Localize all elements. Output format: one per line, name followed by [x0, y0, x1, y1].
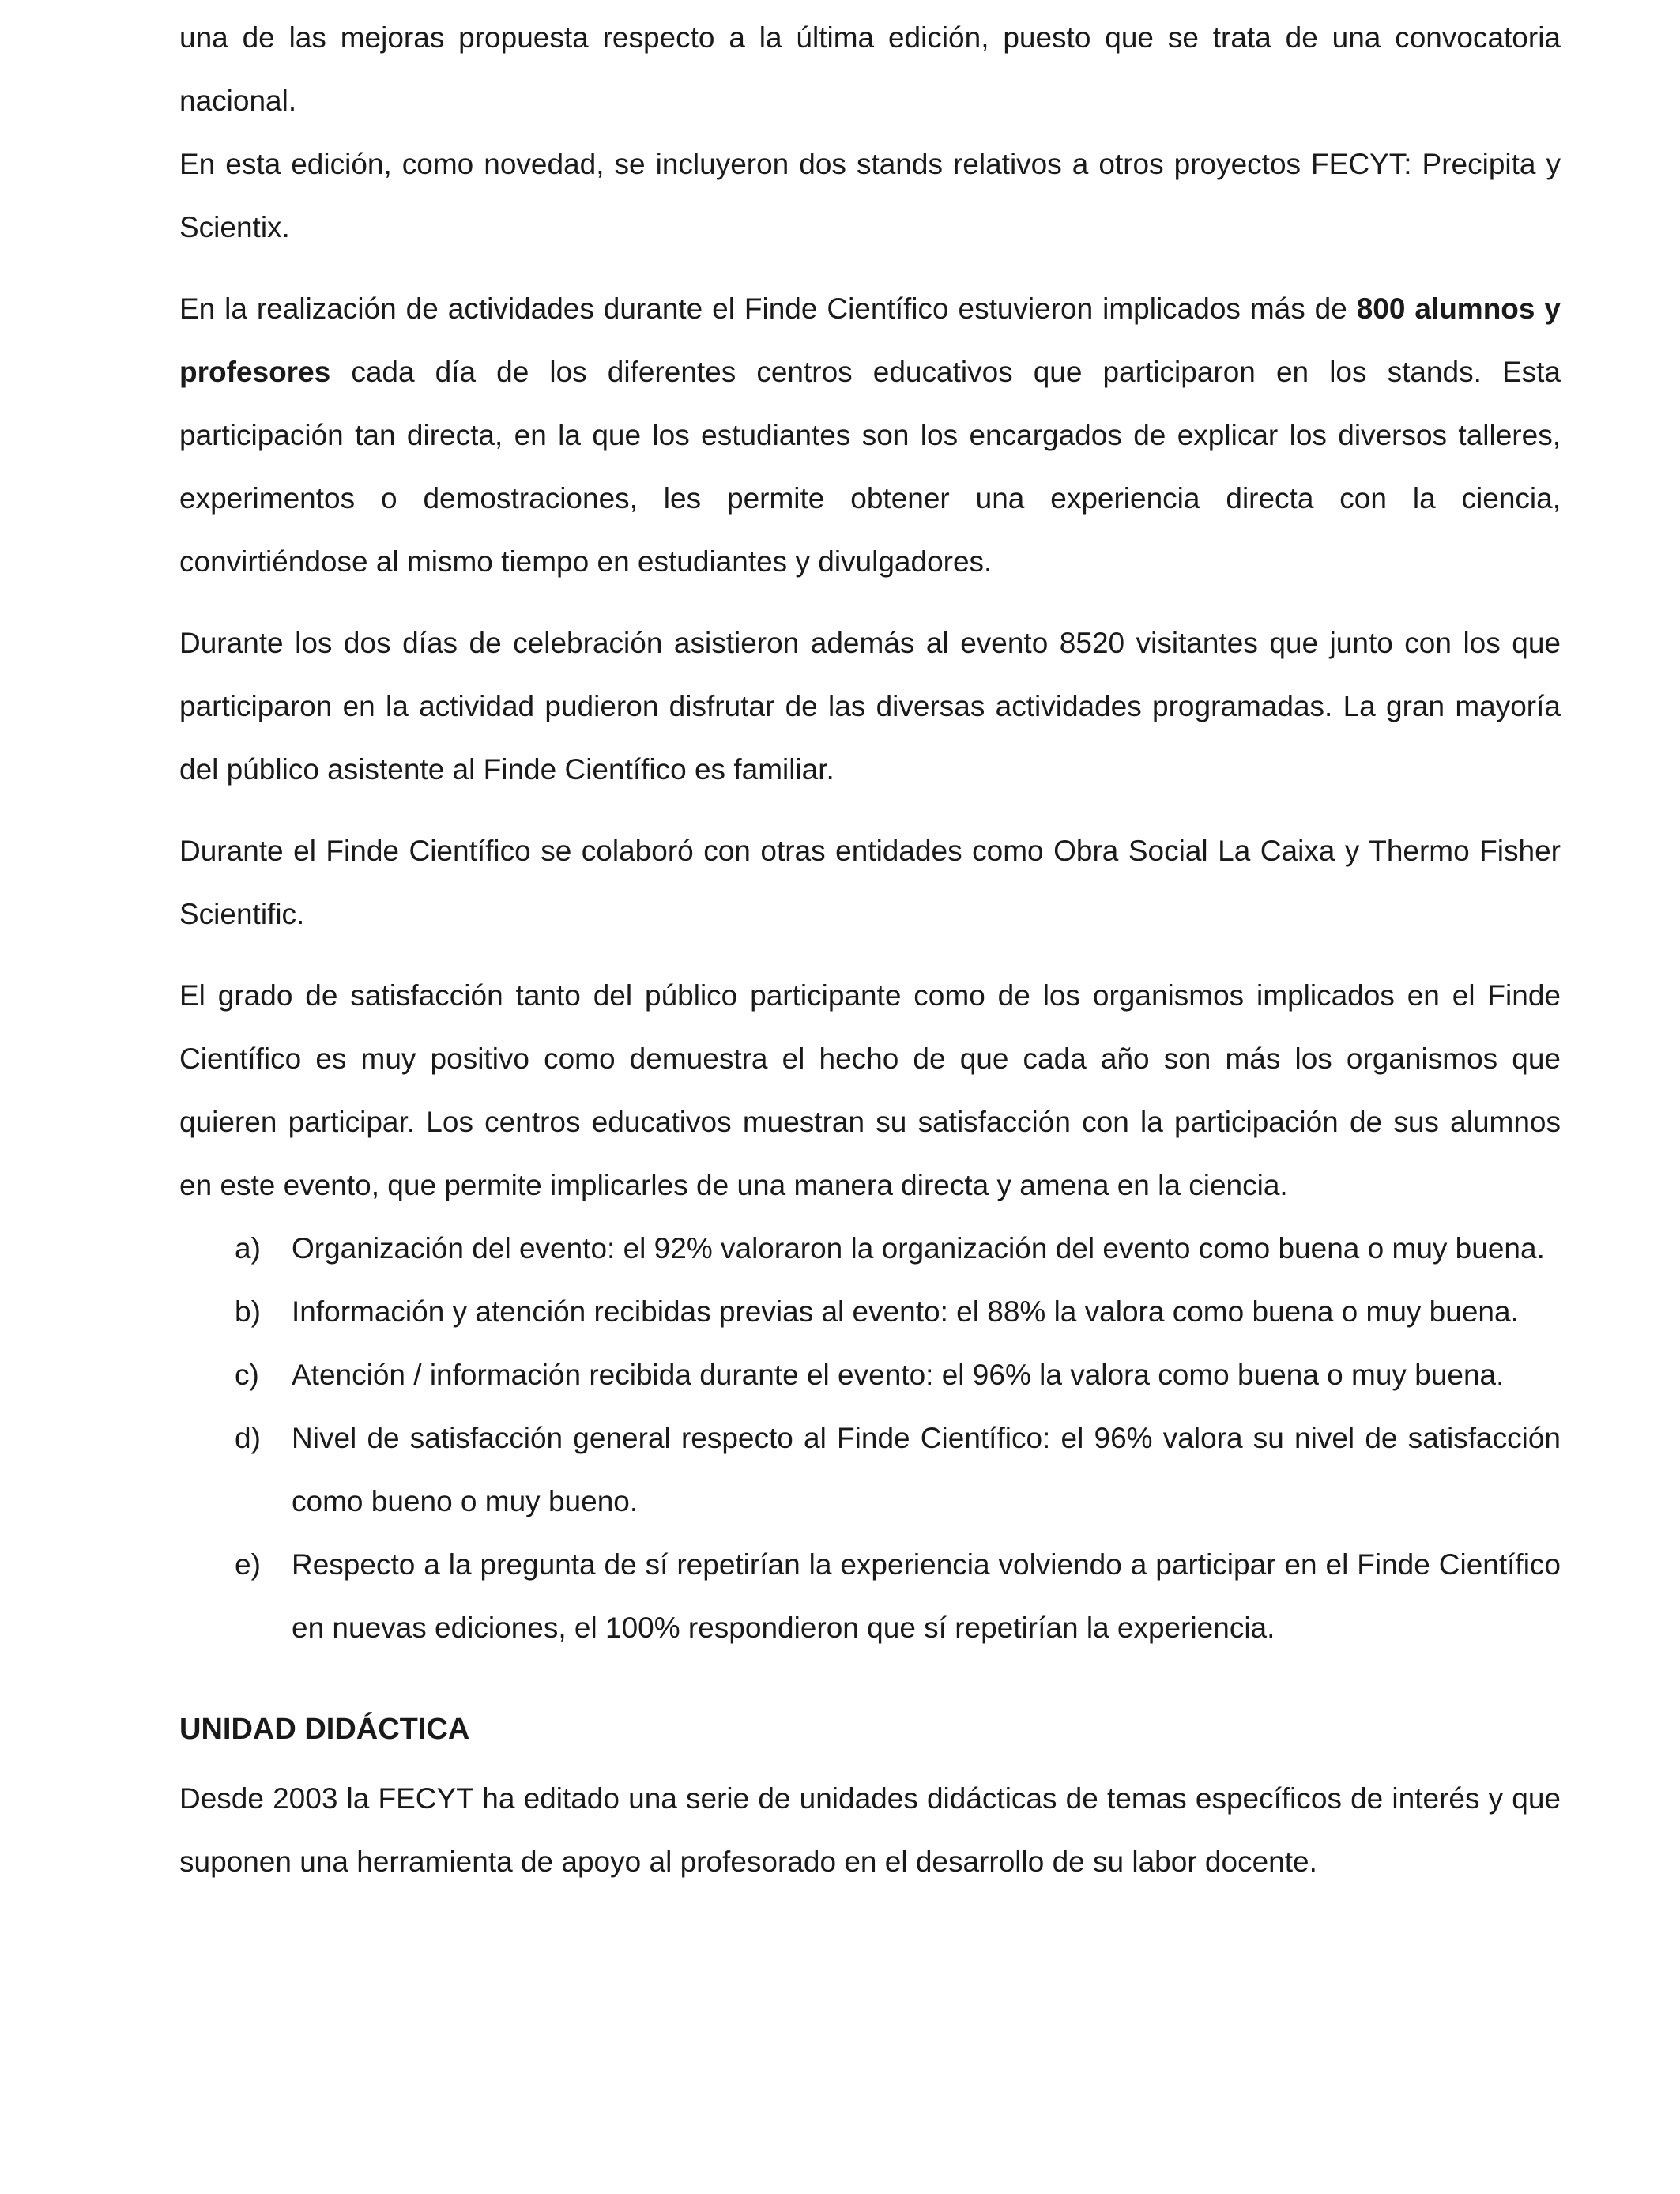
document-page: [179, 6, 1561, 1894]
paragraph-novedad: En esta edición, como novedad, se incluyeron dos stands relativos a otros proyectos FECYT: Precipita y Scientix.: [179, 148, 1561, 243]
list-item: [179, 1407, 1561, 1533]
list-marker: e): [235, 1548, 261, 1581]
paragraph-colaboracion: Durante el Finde Científico se colaboró con otras entidades como Obra Social La Caixa y Thermo Fisher Scientific.: [179, 835, 1561, 930]
paragraph-visitantes: Durante los dos días de celebración asistieron además al evento 8520 visitantes que junto con los que participaron en la actividad pudieron disfrutar de las diversas actividades programadas. La gran mayoría del público asistente al Finde Científico es familiar.: [179, 627, 1561, 786]
paragraph-continuation: una de las mejoras propuesta respecto a la última edición, puesto que se trata de una convocatoria nacional.: [179, 21, 1561, 117]
list-item-text: Información y atención recibidas previas al evento: el 88% la valora como buena o muy buena.: [292, 1295, 1519, 1328]
paragraph-participacion-start: En la realización de actividades durante el Finde Científico estuvieron implicados más de: [179, 292, 1357, 325]
paragraph-participacion: [179, 277, 1561, 594]
list-item: [179, 1280, 1561, 1344]
highlight-alumnos: 800 alumnos y profesores: [179, 292, 1561, 388]
list-marker: d): [235, 1422, 261, 1454]
list-item-text: Atención / información recibida durante el evento: el 96% la valora como buena o muy buena.: [292, 1359, 1505, 1391]
list-item-text: Organización del evento: el 92% valoraron la organización del evento como buena o muy buena.: [292, 1232, 1545, 1265]
section-heading: UNIDAD DIDÁCTICA: [179, 1713, 470, 1746]
list-item: [179, 1344, 1561, 1407]
paragraph-satisfaccion: El grado de satisfacción tanto del público participante como de los organismos implicados en el Finde Científico es muy positivo como demuestra el hecho de que cada año son más los organismos que quieren participar. Los centros educativos muestran su satisfacción con la participación de sus alumnos en este evento, que permite implicarles de una manera directa y amena en la ciencia.: [179, 979, 1561, 1201]
list-item: [179, 1217, 1561, 1280]
list-marker: c): [235, 1359, 259, 1391]
list-marker: b): [235, 1295, 261, 1328]
paragraph-participacion-end: cada día de los diferentes centros educativos que participaron en los stands. Esta participación tan directa, en la que los estudiantes son los encargados de explicar los diversos talleres, experimentos o demostraciones, les permite obtener una experiencia directa con la ciencia, convirtiéndose al mismo tiempo en estudiantes y divulgadores.: [179, 356, 1561, 578]
list-item: [179, 1533, 1561, 1660]
list-marker: a): [235, 1232, 261, 1265]
list-item-text: Nivel de satisfacción general respecto al Finde Científico: el 96% valora su nivel de satisfacción como bueno o muy bueno.: [292, 1422, 1561, 1517]
satisfaction-list: [179, 1217, 1561, 1660]
section-body: Desde 2003 la FECYT ha editado una serie de unidades didácticas de temas específicos de interés y que suponen una herramienta de apoyo al profesorado en el desarrollo de su labor docente.: [179, 1782, 1561, 1878]
list-item-text: Respecto a la pregunta de sí repetirían la experiencia volviendo a participar en el Finde Científico en nuevas ediciones, el 100% respondieron que sí repetirían la experiencia.: [292, 1548, 1561, 1644]
